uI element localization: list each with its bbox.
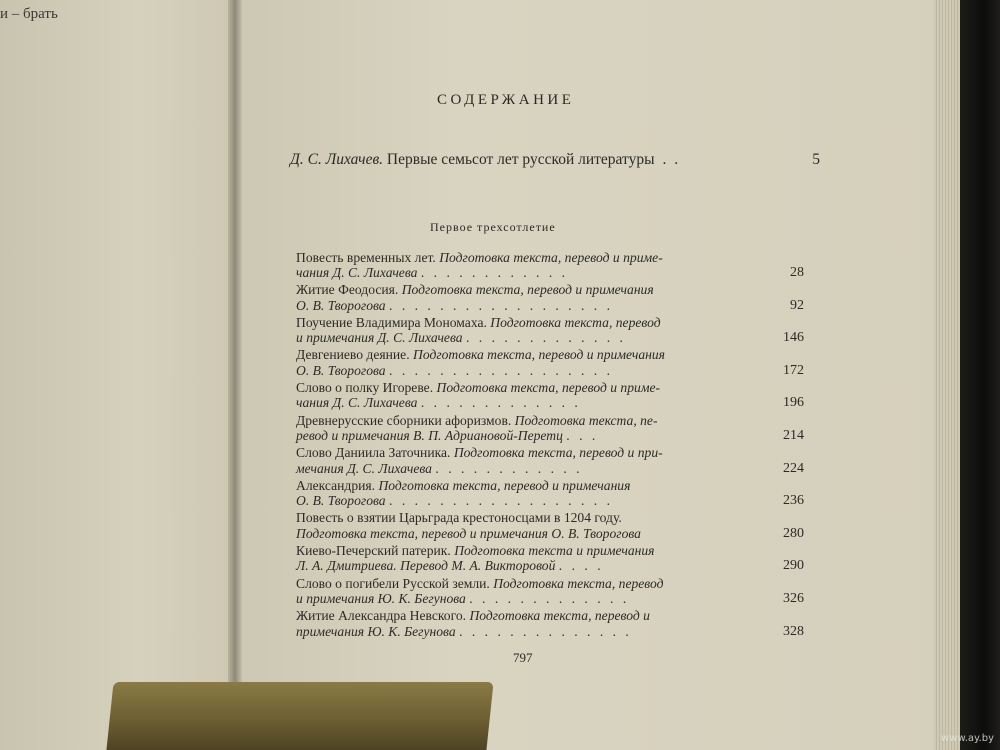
toc-entry (296, 476, 804, 509)
left-page (0, 0, 228, 750)
entry-description: Подготовка текста, перевод и при- (453, 445, 663, 461)
entry-title: Слово Даниила Заточника. (296, 445, 451, 461)
entry-page-number: 328 (783, 623, 804, 639)
entry-description: Подготовка текста, перевод и примечания (413, 347, 665, 363)
page-folio-number: 797 (513, 650, 533, 665)
entry-page-number: 92 (790, 297, 804, 313)
toc-entry (296, 444, 804, 477)
toc-entry (296, 248, 804, 281)
book-cover-edge (960, 0, 1000, 750)
entry-description: Подготовка текста, перевод и (469, 608, 650, 624)
entry-credits: чания Д. С. Лихачева (296, 265, 418, 281)
entry-page-number: 172 (783, 362, 804, 378)
entry-leader: . . . . . . . . . . . . (420, 265, 569, 281)
entry-description: Подготовка текста, перевод и примечания (401, 282, 654, 298)
entry-credits: Подготовка текста, перевод и примечания О. В. Творогова (296, 525, 641, 541)
entry-leader: . . . (566, 428, 599, 444)
intro-title: Первые семьсот лет русской литературы (386, 151, 655, 168)
toc-entry (296, 281, 804, 314)
entry-page-number: 146 (783, 330, 804, 346)
entry-title: Слово о полку Игореве. (296, 379, 434, 395)
entry-page-number: 326 (783, 591, 804, 607)
toc-entry (296, 346, 804, 379)
entry-credits: О. В. Творогова (296, 297, 386, 313)
toc-entry (296, 509, 804, 542)
entry-page-number: 224 (783, 460, 804, 476)
entry-title: Житие Феодосия. (296, 282, 399, 298)
entry-description: Подготовка текста, пе- (514, 412, 658, 428)
entry-page-number: 28 (790, 265, 804, 281)
entry-title: Древнерусские сборники афоризмов. (296, 412, 512, 428)
entry-leader: . . . . . . . . . . . . . (465, 330, 626, 346)
entry-description: Подготовка текста, перевод и примечания (378, 477, 631, 493)
section-title: Первое трехсотлетие (430, 220, 556, 234)
entry-credits: ревод и примечания В. П. Адриановой-Перетц (296, 428, 563, 444)
entry-page-number: 214 (783, 428, 804, 444)
intro-author: Д. С. Лихачев. (290, 151, 384, 168)
entry-title: Киево-Печерский патерик. (296, 542, 451, 558)
toc-entry (296, 313, 804, 346)
entry-description: Подготовка текста, перевод и приме- (439, 249, 663, 265)
entry-leader: . . . . . . . . . . . . . (420, 395, 581, 411)
entry-leader: . . . . (558, 558, 604, 574)
contents-heading: СОДЕРЖАНИЕ (437, 92, 575, 108)
entry-title: Слово о погибели Русской земли. (296, 575, 490, 591)
entry-credits: и примечания Д. С. Лихачева (296, 330, 463, 346)
entry-title: Поучение Владимира Мономаха. (296, 314, 487, 330)
intro-leader: . . (662, 151, 681, 168)
entry-title: Девгениево деяние. (296, 347, 410, 363)
entry-leader: . . . . . . . . . . . . . . . . . . (389, 362, 613, 378)
entry-description: Подготовка текста и примечания (454, 542, 655, 558)
page-edges (934, 0, 960, 750)
entry-description: Подготовка текста, перевод и приме- (436, 379, 661, 395)
toc-entry (296, 574, 804, 607)
entry-page-number: 290 (783, 558, 804, 574)
entry-leader: . . . . . . . . . . . . . . . . . . (389, 297, 613, 313)
entry-page-number: 236 (783, 493, 804, 509)
entry-credits: чания Д. С. Лихачева (296, 395, 418, 411)
entry-credits: О. В. Творогова (296, 362, 386, 378)
entry-description: Подготовка текста, перевод (493, 575, 664, 591)
entry-title: Повесть временных лет. (296, 249, 436, 265)
entry-page-number: 280 (783, 525, 804, 541)
toc-entry (296, 411, 804, 444)
entry-description: Подготовка текста, перевод (490, 314, 661, 330)
toc-entry (296, 541, 804, 574)
intro-page-number: 5 (812, 151, 820, 168)
book-gutter (228, 0, 242, 750)
entry-leader: . . . . . . . . . . . . . . (459, 623, 632, 639)
entry-page-number: 196 (783, 395, 804, 411)
entry-leader: . . . . . . . . . . . . (435, 460, 583, 476)
entry-title: Александрия. (296, 477, 376, 493)
toc-entry (296, 378, 804, 411)
watermark: www.ay.by (941, 733, 994, 744)
entry-title: Житие Александра Невского. (296, 608, 467, 624)
intro-entry (290, 151, 820, 169)
entry-credits: Л. А. Дмитриева. Перевод М. А. Викторовой (296, 558, 556, 574)
entry-credits: примечания Ю. К. Бегунова (296, 623, 456, 639)
entry-leader: . . . . . . . . . . . . . . . . . . (389, 493, 613, 509)
entry-credits: мечания Д. С. Лихачева (296, 460, 432, 476)
toc-entry (296, 607, 804, 640)
toc-list (296, 248, 804, 639)
entry-title: Повесть о взятии Царьграда крестоносцами в 1204 году. (296, 510, 622, 526)
entry-credits: О. В. Творогова (296, 493, 386, 509)
book-stand (106, 682, 493, 750)
entry-leader: . . . . . . . . . . . . . (469, 591, 630, 607)
entry-credits: и примечания Ю. К. Бегунова (296, 591, 466, 607)
left-page-text-fragment: и – брать (0, 6, 58, 22)
